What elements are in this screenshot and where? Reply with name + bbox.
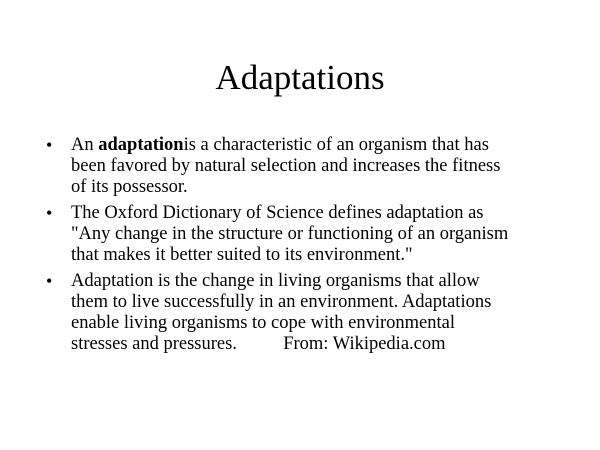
bullet-body: is a characteristic of an organism that has been favored by natural selection and increases the fitness of its possessor. [71,135,501,197]
bullet-list [42,135,562,360]
bullet-text [71,271,491,354]
bullet-icon: • [46,203,53,223]
bullet-body: The Oxford Dictionary of Science defines adaptation as "Any change in the structure or functioning of an organism that makes it better suited to its environment." [71,203,509,265]
bullet-text [71,135,500,197]
bullet-item-adaptation-definition [42,135,562,198]
bullet-body: Adaptation is the change in living organisms that allow them to live successfully in an environment. Adaptations enable living organisms to cope with environmental stresses and pressures. [71,271,492,354]
defined-term: adaptation [98,135,184,155]
source-citation: From: Wikipedia.com [283,334,446,354]
source-spacer [237,334,283,354]
bullet-icon: • [46,271,53,291]
bullet-item-oxford-definition [42,203,562,266]
bullet-item-wikipedia-definition [42,271,562,355]
bullet-icon: • [46,135,53,155]
slide-title: Adaptations [215,58,385,97]
bullet-lead: An [71,135,99,155]
